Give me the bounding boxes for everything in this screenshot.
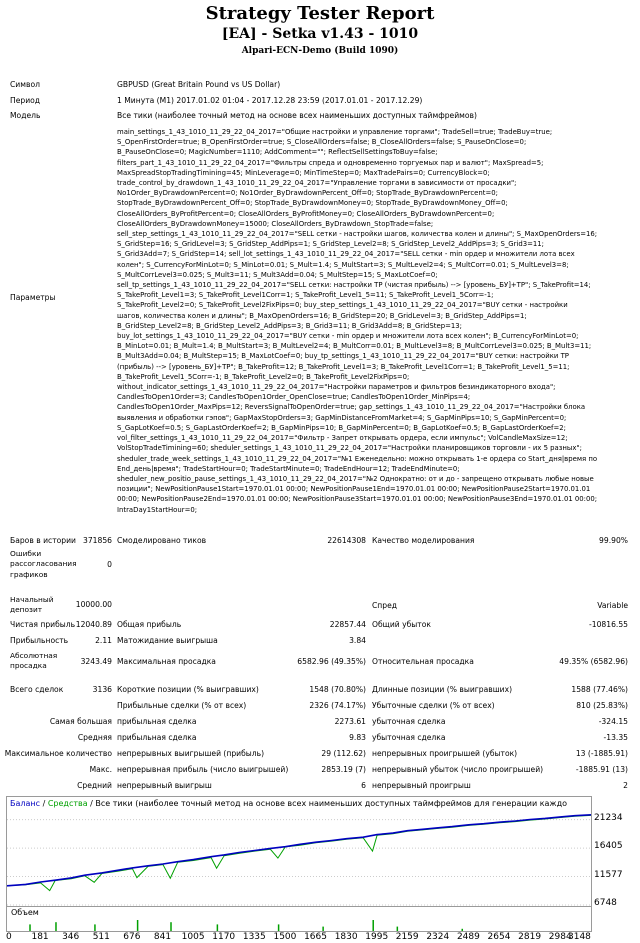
y-tick-label: 16405 <box>594 841 623 852</box>
rel-drawdown-value: 49.35% (6582.96) <box>559 657 628 666</box>
ticks-label: Смоделировано тиков <box>117 536 207 545</box>
x-tick-label: 1665 <box>304 932 327 942</box>
params-line: End_день|время"; TradeStartHour=0; TradeStartMinute=0; TradeEndHour=12; TradeEndMinute=0; <box>117 464 460 473</box>
server-name: Alpari-ECN-Demo (Build 1090) <box>241 46 399 56</box>
gross-loss-label: Общий убыток <box>372 620 431 629</box>
params-line: S_GapLotKoef=0.5; S_GapLastOrderKoef=2; B_GapMinPips=10; B_GapMinPercent=0; B_GapLotKoef=0.5; B_GapLastOrderKoef=2; <box>117 423 566 432</box>
loss-trades-label: Убыточные сделки (% от всех) <box>372 701 495 710</box>
volume-bar <box>397 927 399 931</box>
bars-label: Баров в истории <box>10 536 76 545</box>
params-line: S_GridStep=16; S_GridLevel=3; S_GridStep_AddPips=1; S_GridStep_Level2=8; S_GridStep_Level2_AddPips=3; S_Grid3=11; <box>117 240 544 249</box>
profit-trades-value: 2326 (74.17%) <box>309 701 366 710</box>
max-count-label: Максимальное количество <box>4 749 112 758</box>
x-tick-label: 1995 <box>365 932 389 942</box>
params-line: main_settings_1_43_1010_11_29_22_04_2017="Общие настройки и управление торгами"; TradeSell=true; TradeBuy=true; <box>117 128 553 136</box>
params-line: шагов, количества колен и длины"; B_MaxOpenOrders=16; B_GridStep=20; B_GridLevel=3; B_GridStep_AddPips=1; <box>117 311 527 320</box>
abs-drawdown-label: Абсолютная просадка <box>10 651 58 671</box>
model-value: Все тики (наиболее точный метод на основе всех наименьших доступных таймфреймов) <box>117 111 477 120</box>
average-label: Средняя <box>77 733 112 742</box>
x-tick-label: 1500 <box>273 932 297 942</box>
profit-trades-label: Прибыльные сделки (% от всех) <box>117 701 247 710</box>
largest-label: Самая большая <box>49 717 112 726</box>
x-tick-label: 676 <box>123 932 141 942</box>
params-line: колен"; S_CurrencyForMinLot=0; S_MinLot=0.01; S_Mult=1.4; S_MultStart=3; S_MultLevel2=4; S_MultCorr=0.01; S_MultLevel3=8; <box>117 260 569 269</box>
volume-bar <box>372 920 374 931</box>
spread-value: Variable <box>597 601 628 610</box>
avg-wins-label: непрерывный выигрыш <box>117 781 212 790</box>
y-tick-label: 11577 <box>594 869 623 880</box>
bars-value: 371856 <box>83 536 112 545</box>
params-line: S_MultCorrLevel3=0.025; S_Mult3=11; S_Mult3Add=0.04; S_MultStep=15; S_MaxLotCoef=0; <box>117 270 438 279</box>
params-line: 00:00; NewPositionPause2End=1970.01.01 00:00; NewPositionPause3Start=1970.01.01 00:00; NewPositionPause3End=1970.01.01 00:00; <box>117 495 598 504</box>
max-drawdown-value: 6582.96 (49.35%) <box>297 657 366 666</box>
x-tick-label: 1005 <box>181 932 205 942</box>
volume-bar <box>278 924 280 931</box>
params-line: B_MinLot=0.01; B_Mult=1.4; B_MultStart=3; B_MultLevel2=4; B_MultCorr=0.01; B_MultLevel3=8; B_MultCorrLevel3=0.025; B_Mult3=11; <box>117 342 592 351</box>
total-trades-value: 3136 <box>92 685 112 694</box>
params-line: B_TakeProfit_Level1_5Corr=-1; B_TakeProfit_Level2=0; B_TakeProfit_Level2FixPips=0; <box>117 372 410 381</box>
deposit-value: 10000.00 <box>75 600 112 609</box>
consec-profit-label: непрерывная прибыль (число выигрышей) <box>117 765 289 774</box>
params-line: MaxSpreadStopTradingTimining=45; MinLeverage=0; MinTimeStep=0; MaxTradePairs=0; CurrencyBlock=0; <box>117 168 490 177</box>
avg-wins-value: 6 <box>361 781 366 790</box>
legend-model: / Все тики (наиболее точный метод на основе всех наименьших доступных таймфреймов для генерации каждо <box>87 799 568 808</box>
params-line: выявления и обработки гэпов"; GapMaxStopOrders=3; GapMinDistanceFromMarket=4; S_GapMinPips=10; S_GapMinPercent=0; <box>117 413 567 422</box>
consec-loss-label: непрерывный убыток (число проигрышей) <box>372 765 544 774</box>
x-tick-label: 1335 <box>242 932 266 942</box>
max-label: Макс. <box>89 765 112 774</box>
average-profit-value: 9.83 <box>349 733 366 742</box>
period-value: 1 Минута (M1) 2017.01.02 01:04 - 2017.12.28 23:59 (2017.01.01 - 2017.12.29) <box>117 96 423 105</box>
params-line: CloseAllOrders_ByDrawdownMoney=15000; CloseAllOrders_ByDrawdown_StopTrade=false; <box>117 219 434 228</box>
total-trades-label: Всего сделок <box>10 685 64 694</box>
volume-bar <box>137 920 139 931</box>
net-profit-label: Чистая прибыль <box>10 620 76 629</box>
rel-drawdown-label: Относительная просадка <box>372 657 474 666</box>
avg-losses-label: непрерывный проигрыш <box>372 781 471 790</box>
short-positions-label: Короткие позиции (% выигравших) <box>117 685 259 694</box>
long-positions-value: 1588 (77.46%) <box>571 685 628 694</box>
params-line: B_GridStep_Level2=8; B_GridStep_Level2_AddPips=3; B_Grid3=11; B_Grid3Add=8; B_GridStep=13; <box>117 321 462 330</box>
period-label: Период <box>10 96 41 105</box>
x-tick-label: 2324 <box>426 932 450 942</box>
equity-line <box>7 815 591 890</box>
deposit-label: Начальный депозит <box>10 595 54 615</box>
x-tick-label: 2159 <box>395 932 419 942</box>
consec-wins-value: 29 (112.62) <box>321 749 366 758</box>
volume-bar <box>462 929 464 931</box>
quality-label: Качество моделирования <box>372 536 475 545</box>
x-tick-label: 511 <box>92 932 110 942</box>
params-line: S_TakeProfit_Level1=3; S_TakeProfit_Level1Corr=1; S_TakeProfit_Level1_5=11; S_TakeProfit_Level1_5Corr=-1; <box>117 291 494 300</box>
profit-factor-value: 2.11 <box>95 636 112 645</box>
max-drawdown-label: Максимальная просадка <box>117 657 216 666</box>
params-line: CandlesToOpen1Order_MaxPips=12; ReversSignalToOpenOrder=true; gap_settings_1_43_1010_11_29_22_04_2017="Настройки блока <box>117 403 586 412</box>
x-tick-label: 346 <box>62 932 80 942</box>
params-line: StopTrade_ByDrawdownPercent_Off=0; StopTrade_ByDrawdownMoney=0; StopTrade_ByDrawdownMoney_Off=0; <box>117 199 508 208</box>
consec-losses-label: непрерывных проигрышей (убыток) <box>372 749 518 758</box>
quality-value: 99.90% <box>599 536 628 545</box>
largest-profit-value: 2273.61 <box>334 717 366 726</box>
average-loss-label: убыточная сделка <box>372 733 446 742</box>
ticks-value: 22614308 <box>327 536 366 545</box>
params-line: trade_control_by_drawdown_1_43_1010_11_29_22_04_2017="Управление торгами в зависимости от просадки"; <box>117 179 517 188</box>
balance-chart-svg <box>7 797 591 907</box>
legend-separator: / <box>40 799 48 808</box>
params-line: (прибыль) --> [уровень_БУ]+TP"; B_TakeProfit=12; B_TakeProfit_Level1=3; B_TakeProfit_Level1Corr=1; B_TakeProfit_Level1_5=11; <box>117 362 570 371</box>
average-loss-value: -13.35 <box>603 733 628 742</box>
gross-profit-label: Общая прибыль <box>117 620 182 629</box>
volume-label: Объем <box>11 908 39 917</box>
expected-payoff-label: Матожидание выигрыша <box>117 636 218 645</box>
x-tick-label: 1830 <box>334 932 358 942</box>
chart-legend <box>10 799 567 808</box>
symbol-value: GBPUSD (Great Britain Pound vs US Dollar) <box>117 80 281 89</box>
expected-payoff-value: 3.84 <box>349 636 366 645</box>
gross-loss-value: -10816.55 <box>589 620 628 629</box>
x-tick-label: 841 <box>153 932 172 942</box>
params-label: Параметры <box>10 293 56 302</box>
x-tick-label: 2489 <box>456 932 480 942</box>
avg-label: Средний <box>77 781 112 790</box>
gross-profit-value: 22857.44 <box>329 620 366 629</box>
params-line: sell_step_settings_1_43_1010_11_29_22_04_2017="SELL сетки - настройки шагов, количества колен и длины"; S_MaxOpenOrders=16; <box>117 230 598 239</box>
params-line: IntraDay1StartHour=0; <box>117 505 198 514</box>
short-positions-value: 1548 (70.80%) <box>309 685 366 694</box>
consec-loss-value: -1885.91 (13) <box>575 765 628 774</box>
consec-wins-label: непрерывных выигрышей (прибыль) <box>117 749 265 758</box>
model-label: Модель <box>10 111 41 120</box>
loss-trades-value: 810 (25.83%) <box>576 701 628 710</box>
x-tick-label: 2819 <box>518 932 542 942</box>
consec-profit-value: 2853.19 (7) <box>321 765 366 774</box>
report-title: Strategy Tester Report <box>205 3 435 24</box>
params-line: without_indicator_settings_1_43_1010_11_29_22_04_2017="Настройки параметров и фильтров безиндикаторного входа"; <box>117 383 556 392</box>
x-tick-label: 181 <box>31 932 49 942</box>
params-line: B_PauseOnClose=0; MagicNumber=1110; AddComment=""; ReflectSellSettingsToBuy=false; <box>117 148 438 157</box>
params-line: buy_lot_settings_1_43_1010_11_29_22_04_2017="BUY сетки - min ордер и множители лота всех колен"; B_CurrencyForMinLot=0; <box>117 332 579 341</box>
net-profit-value: 12040.89 <box>75 620 112 629</box>
spread-label: Спред <box>372 601 398 610</box>
x-tick-label: 2654 <box>487 932 511 942</box>
params-line: CandlesToOpen1Order=3; CandlesToOpen1Order_OpenClose=true; CandlesToOpen1Order_MinPips=4; <box>117 393 471 402</box>
legend-balance: Баланс <box>10 799 41 808</box>
params-line: S_Grid3Add=7; S_GridStep=14; sell_lot_settings_1_43_1010_11_29_22_04_2017="SELL сетки - min ордер и множители лота всех <box>117 250 575 259</box>
params-line: CloseAllOrders_ByProfitPercent=0; CloseAllOrders_ByProfitMoney=0; CloseAllOrders_ByDrawdownPercent=0; <box>117 209 495 218</box>
y-tick-label: 6748 <box>594 898 617 908</box>
consec-losses-value: 13 (-1885.91) <box>575 749 628 758</box>
abs-drawdown-value: 3243.49 <box>80 657 112 666</box>
params-text <box>117 127 637 515</box>
x-tick-label: 0 <box>6 932 12 942</box>
errors-value: 0 <box>107 560 112 569</box>
params-line: filters_part_1_43_1010_11_29_22_04_2017="Фильтры спреда и одновременно торгуемых пар и валют"; MaxSpread=5; <box>117 158 544 167</box>
volume-bar <box>55 922 57 931</box>
largest-profit-label: прибыльная сделка <box>117 717 197 726</box>
params-line: No1Order_ByDrawdownPercent=0; No1Order_ByDrawdownPercent_Off=0; StopTrade_ByDrawdownPercent=0; <box>117 189 498 198</box>
volume-chart-svg <box>7 907 591 931</box>
largest-loss-value: -324.15 <box>598 717 628 726</box>
volume-chart <box>6 906 592 932</box>
balance-chart <box>6 796 592 908</box>
params-line: sheduler_trade_week_settings_1_43_1010_11_29_22_04_2017="№1 Еженедельно: можно открывать 1-е ордера со Start_дня|время по <box>117 454 598 463</box>
params-line: S_TakeProfit_Level2=0; S_TakeProfit_Level2FixPips=0; buy_step_settings_1_43_1010_11_29_22_04_2017="BUY сетки - настройки <box>117 301 568 310</box>
volume-bar <box>322 927 324 931</box>
params-line: S_OpenFirstOrder=true; B_OpenFirstOrder=true; S_CloseAllOrders=false; B_CloseAllOrders=false; S_PauseOnClose=0; <box>117 138 527 147</box>
ea-name: [EA] - Setka v1.43 - 1010 <box>221 26 419 42</box>
symbol-label: Символ <box>10 80 40 89</box>
largest-loss-label: убыточная сделка <box>372 717 446 726</box>
params-line: B_Mult3Add=0.04; B_MultStep=15; B_MaxLotCoef=0; buy_tp_settings_1_43_1010_11_29_22_04_2017="BUY сетки: настройки TP <box>117 352 569 361</box>
params-line: sheduler_new_positio_pause_settings_1_43_1010_11_29_22_04_2017="№2 Однократно: от и до - запрещено открывать любые новые <box>117 474 594 483</box>
x-tick-label: 2984 <box>548 932 572 942</box>
params-line: VolStopTradeTimining=60; sheduler_settings_1_43_1010_11_29_22_04_2017="Настройки планировщиков торговли - их 5 разных"; <box>117 444 582 453</box>
avg-losses-value: 2 <box>623 781 628 790</box>
params-line: vol_filter_settings_1_43_1010_11_29_22_04_2017="Фильтр - Запрет открывать ордера, если импульс"; VolCandleMaxSize=12; <box>117 434 568 443</box>
volume-bar <box>29 924 31 931</box>
volume-bar <box>94 924 96 931</box>
legend-equity: Средства <box>47 799 88 808</box>
x-tick-label: 3148 <box>568 932 591 942</box>
balance-line <box>7 815 591 886</box>
params-line: sell_tp_settings_1_43_1010_11_29_22_04_2017="SELL сетки: настройки TP (чистая прибыль) --> [уровень_БУ]+TP"; S_TakeProfit=14; <box>117 281 591 290</box>
profit-factor-label: Прибыльность <box>10 636 69 645</box>
y-tick-label: 21234 <box>594 812 623 823</box>
volume-bar <box>170 922 172 931</box>
errors-label: Ошибки рассогласования графиков <box>10 549 77 579</box>
params-line: позиции"; NewPositionPause1Start=1970.01.01 00:00; NewPositionPause1End=1970.01.01 00:00; NewPositionPause2Start=1970.01.01 <box>117 485 591 494</box>
long-positions-label: Длинные позиции (% выигравших) <box>372 685 513 694</box>
average-profit-label: прибыльная сделка <box>117 733 197 742</box>
volume-bar <box>217 924 219 931</box>
x-tick-label: 1170 <box>212 932 236 942</box>
